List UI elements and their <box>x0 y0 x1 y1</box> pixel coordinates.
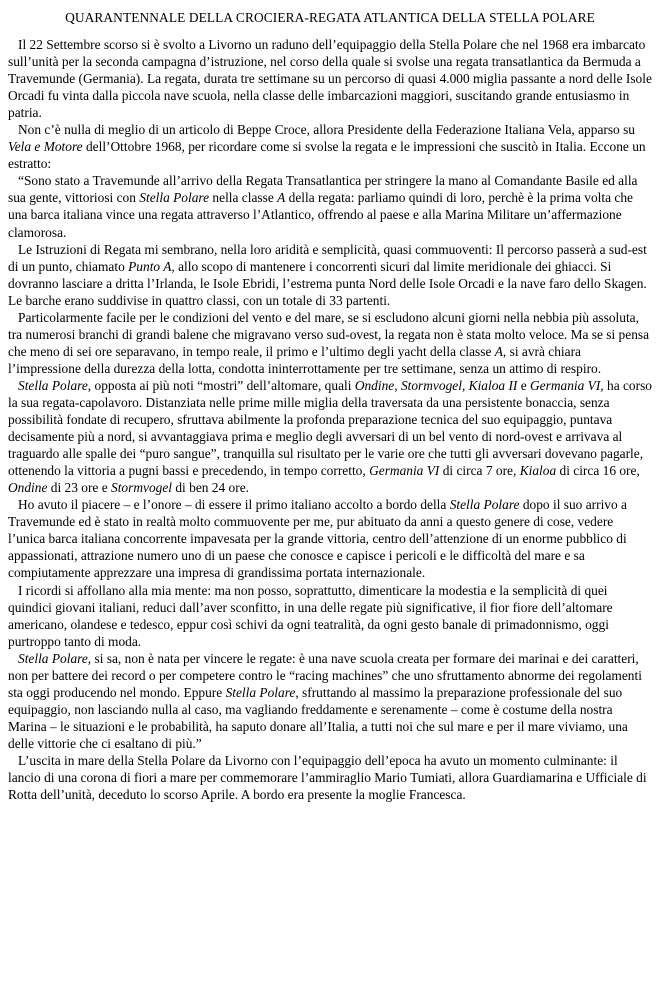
paragraph <box>8 309 652 377</box>
italic-text: Germania VI, <box>530 377 604 393</box>
text-run: Il 22 Settembre scorso si è svolto a Livorno un raduno dell’equipaggio della Stella Polare che nel 1968 era imbarcato sull’unità per la seconda campagna d’istruzione, nel corso della quale si svolse una regata transatlantica da Bermuda a Travemunde (Germania). La regata, durata tre settimane su un percorso di quasi 4.000 miglia passante a nord delle Isole Orcadi fu vinta dalla piccola nave scuola, nella classe delle imbarcazioni maggiori, suscitando grande entusiasmo in patria. <box>8 37 652 121</box>
italic-text: Stella Polare <box>449 497 520 513</box>
text-run: Ho avuto il piacere – e l’onore – di essere il primo italiano accolto a bordo della <box>18 497 450 513</box>
italic-text: Stella Polare <box>18 650 88 666</box>
paragraph <box>8 752 652 803</box>
paragraph <box>8 36 652 121</box>
paragraph <box>8 496 652 581</box>
text-run: L’uscita in mare della Stella Polare da Livorno con l’equipaggio dell’epoca ha avuto un momento culminante: il lancio di una corona di fiori a mare per commemorare l’ammiraglio Mario Tumiati, allora Guardiamarina e Ufficiale di Rotta dell’unità, deceduto lo scorso Aprile. A bordo era presente la moglie Francesca. <box>8 752 647 803</box>
text-run: , sfruttando al massimo la preparazione professionale del suo equipaggio, non lasciando nulla al caso, ma vagliando freddamente e serenamente – come è costume della nostra Marina – le situazioni e le probabilità, ha saputo donare all’Italia, a tutti noi che sul mare e per il mare viviamo, una delle vittorie che ci esaltano di più.” <box>8 684 628 751</box>
italic-text: Stella Polare <box>139 190 210 206</box>
italic-text: A <box>494 343 503 359</box>
italic-text: Kialoa II <box>468 377 518 393</box>
italic-text: Germania VI <box>369 463 440 479</box>
text-run: I ricordi si affollano alla mia mente: ma non posso, soprattutto, dimenticare la modestia e la semplicità di quei quindici giovani italiani, reduci dall’aver sconfitto, in una delle regate più significative, il fior fiore dell’altomare americano, olandese e tedesco, eppur così schivi da ogni teatralità, da ogni gesto banale di primadonnismo, oggi purtroppo tanto di moda. <box>8 582 613 649</box>
paragraph <box>8 650 652 752</box>
italic-text: Stormvogel <box>111 480 173 496</box>
text-run: ha corso la sua regata-capolavoro. Distanziata nelle prime mille miglia della traversata da una persistente bonaccia, senza possibilità fondate di recupero, sfruttava abilmente la profonda preparazione tecnica del suo equipaggio, puntava decisamente più a nord, si avvantaggiava prima e meglio degli avversari di un bel vento di nord-ovest e arrivava al traguardo alle spalle dei “puro sangue”, tranquilla sul risultato per le varie ore che tutti gli avversari dovevano pagarle, ottenendo la vittoria a pugni bassi e precedendo, in tempo corretto, <box>8 377 652 479</box>
italic-text: Ondine <box>354 377 395 393</box>
text-run: , allo scopo di mantenere i concorrenti sicuri dal limite meridionale dei ghiacci. Si dovranno lasciare a dritta l’Irlanda, le Isole Ebridi, l’estrema punta Nord delle Isole Orcadi e la nave faro dello Skagen. Le barche erano suddivise in quattro classi, con un totale di 33 partenti. <box>8 258 647 308</box>
text-run: di ben 24 ore. <box>172 480 249 496</box>
paragraph <box>8 172 652 240</box>
italic-text: Punto A <box>128 258 172 274</box>
text-run: di circa 16 ore, <box>556 463 640 479</box>
italic-text: Vela e Motore <box>8 139 83 155</box>
paragraph <box>8 582 652 650</box>
paragraph <box>8 377 652 496</box>
paragraph <box>8 241 652 309</box>
italic-text: Stormvogel <box>400 377 462 393</box>
paragraph <box>8 121 652 172</box>
text-run: , <box>394 377 401 393</box>
text-run: “Sono stato a Travemunde all’arrivo della Regata Transatlantica per stringere la mano al Comandante Basile ed alla sua gente, vittoriosi con <box>8 173 638 206</box>
text-run: della regata: parliamo quindi di loro, perchè è la prima volta che una barca italiana vince una regata attraverso l’Atlantico, offrendo al paese e alla Marina Militare un’affermazione clamorosa. <box>8 190 633 240</box>
text-run: nella classe <box>209 190 278 206</box>
italic-text: A <box>277 190 286 206</box>
italic-text: Stella Polare <box>225 684 296 700</box>
text-run: e <box>517 377 531 393</box>
text-run: , opposta ai più noti “mostri” dell’altomare, quali <box>87 377 355 393</box>
italic-text: Kialoa <box>519 463 557 479</box>
article-body <box>8 36 652 803</box>
text-run: di 23 ore e <box>47 480 112 496</box>
text-run: dell’Ottobre 1968, per ricordare come si svolse la regata e le impressioni che suscitò in Italia. Eccone un estratto: <box>8 139 646 172</box>
italic-text: Ondine <box>8 480 48 496</box>
text-run: , si sa, non è nata per vincere le regate: è una nave scuola creata per formare dei marinai e dei caratteri, non per battere dei record o per competere contro le “racing machines” che uno sfruttamento abnorme dei regolamenti sta oggi producendo nel mondo. Eppure <box>8 650 642 700</box>
text-run: Le Istruzioni di Regata mi sembrano, nella loro aridità e semplicità, quasi commuoventi: Il percorso passerà a sud-est di un punto, chiamato <box>8 241 647 274</box>
italic-text: Stella Polare <box>18 377 88 393</box>
text-run: Non c’è nulla di meglio di un articolo di Beppe Croce, allora Presidente della Federazione Italiana Vela, apparso su <box>18 122 636 138</box>
text-run: , si avrà chiara l’impressione della durezza della lotta, condotta ininterrottamente per tre settimane, senza un attimo di respiro. <box>8 343 602 376</box>
text-run: Particolarmente facile per le condizioni del vento e del mare, se si escludono alcuni giorni nella nebbia più assoluta, tra numerosi branchi di grandi balene che migravano verso sud-ovest, la regata non è stata molto veloce. Ma se si pensa che meno di sei ore separavano, in tempo reale, il primo e l’ultimo degli yacht della classe <box>8 309 650 359</box>
text-run: dopo il suo arrivo a Travemunde ed è stato in realtà molto commuovente per me, pur abituato da anni a questo genere di cose, vedere l’unica barca italiana concorrente impavesata per la grande vittoria, centro dell’attenzione di un enorme pubblico di appassionati, attrazione numero uno di un paese che conosce e capisce i pericoli e le difficoltà del mare e sa compiutamente apprezzare una impresa di grandissima portata internazionale. <box>8 497 627 581</box>
text-run: di circa 7 ore, <box>439 463 520 479</box>
article-title: QUARANTENNALE DELLA CROCIERA-REGATA ATLANTICA DELLA STELLA POLARE <box>65 10 595 25</box>
text-run: , <box>461 377 469 393</box>
